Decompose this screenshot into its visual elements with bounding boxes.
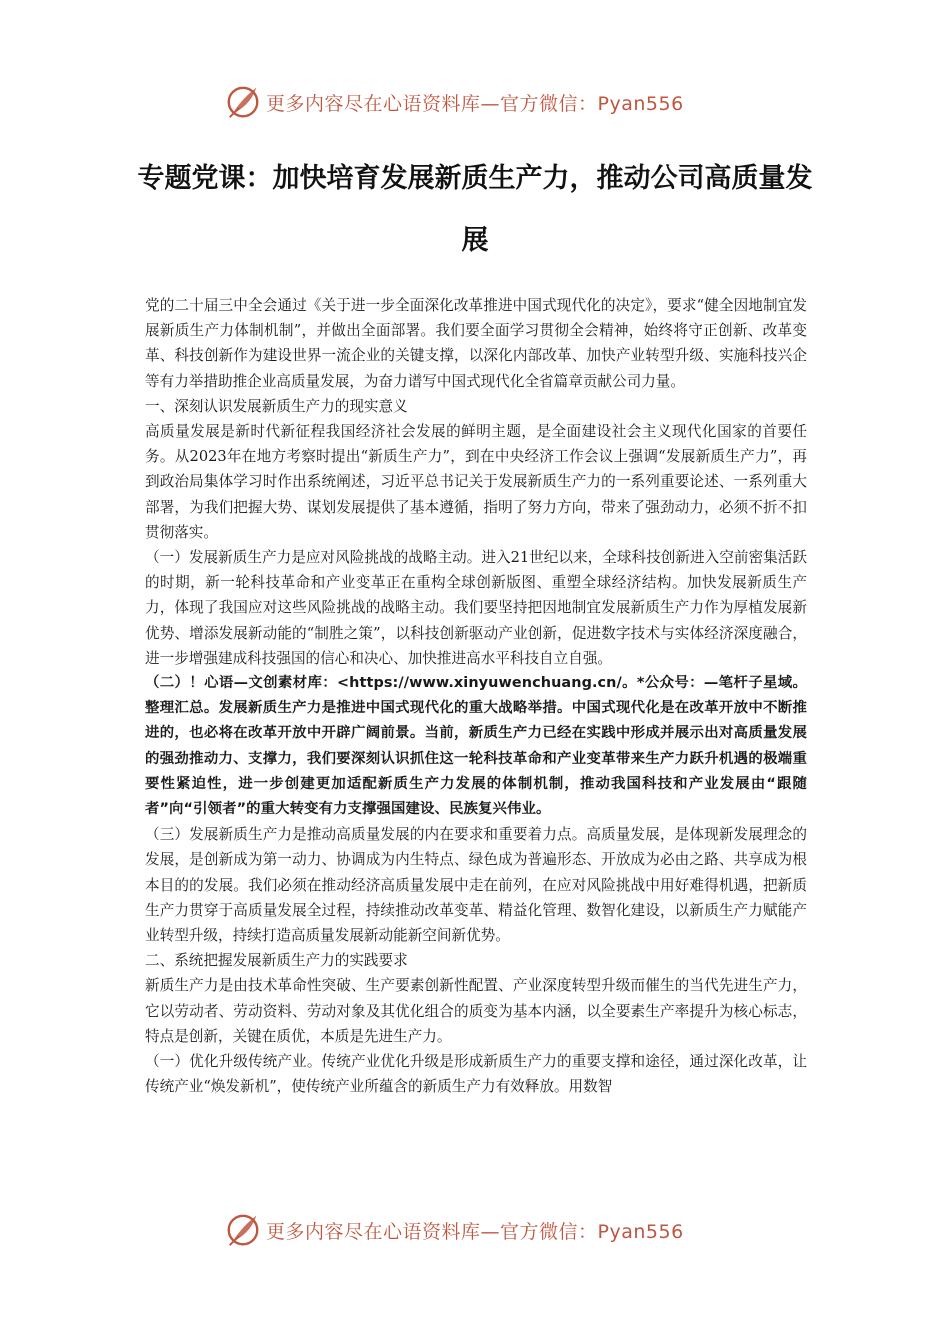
section-heading-1: 一、深刻认识发展新质生产力的现实意义	[145, 397, 408, 415]
footer-banner-text: 更多内容尽在心语资料库—官方微信：Pyan556	[266, 1220, 684, 1243]
paragraph: （一）优化升级传统产业。传统产业优化升级是形成新质生产力的重要支撑和途径，通过深化改革，让传统产业“焕发新机”，使传统产业所蕴含的新质生产力有效释放。用数智	[145, 1053, 807, 1096]
paragraph: （三）发展新质生产力是推动高质量发展的内在要求和重要着力点。高质量发展，是体现新发展理念的发展，是创新成为第一动力、协调成为内生特点、绿色成为普遍形态、开放成为必由之路、共享成为根本目的的发展。我们必须在推动经济高质量发展中走在前列，在应对风险挑战中用好难得机遇，把新质生产力贯穿于高质量发展全过程，持续推动改革变革、精益化管理、数智化建设，以新质生产力赋能产业转型升级，持续打造高质量发展新动能新空间新优势。	[145, 826, 807, 945]
paragraph: 高质量发展是新时代新征程我国经济社会发展的鲜明主题，是全面建设社会主义现代化国家的首要任务。从2023年在地方考察时提出“新质生产力”，到在中央经济工作会议上强调“发展新质生产力”，再到政治局集体学习时作出系统阐述，习近平总书记关于发展新质生产力的一系列重要论述、一系列重大部署，为我们把握大势、谋划发展提供了基本遵循，指明了努力方向，带来了强劲动力，必须不折不扣贯彻落实。	[145, 423, 807, 541]
section-heading-2: 二、系统把握发展新质生产力的实践要求	[145, 952, 408, 970]
quill-logo-icon	[224, 83, 262, 121]
intro-paragraph: 党的二十届三中全会通过《关于进一步全面深化改革推进中国式现代化的决定》，要求“健全因地制宜发展新质生产力体制机制”，并做出全面部署。我们要全面学习贯彻全会精神，始终将守正创新、改革变革、科技创新作为建设世界一流企业的关键支撑，以深化内部改革、加快产业转型升级、实施科技兴企等有力举措助推企业高质量发展，为奋力谱写中国式现代化全省篇章贡献公司力量。	[145, 297, 807, 390]
header-banner-text: 更多内容尽在心语资料库—官方微信：Pyan556	[266, 92, 684, 115]
document-body	[145, 293, 807, 1100]
bold-paragraph: （二）！心语—文创素材库：<https://www.xinyuwenchuang.cn/。*公众号：—笔杆子星域。整理汇总。发展新质生产力是推进中国式现代化的重大战略举措。中国式现代化是在改革开放中不断推进的，也必将在改革开放中开辟广阔前景。当前，新质生产力已经在实践中形成并展示出对高质量发展的强劲推动力、支撑力，我们要深刻认识抓住这一轮科技革命和产业变革带来生产力跃升机遇的极端重要性紧迫性，进一步创建更加适配新质生产力发展的体制机制，推动我国科技和产业发展由“跟随者”向“引领者”的重大转变有力支撑强国建设、民族复兴伟业。	[145, 675, 807, 818]
paragraph: 新质生产力是由技术革命性突破、生产要素创新性配置、产业深度转型升级而催生的当代先进生产力，它以劳动者、劳动资料、劳动对象及其优化组合的质变为基本内涵，以全要素生产率提升为核心标志，特点是创新，关键在质优，本质是先进生产力。	[145, 977, 807, 1045]
document-title: 专题党课：加快培育发展新质生产力，推动公司高质量发展	[137, 163, 813, 256]
quill-logo-icon	[224, 1211, 262, 1249]
paragraph: （一）发展新质生产力是应对风险挑战的战略主动。进入21世纪以来，全球科技创新进入空前密集活跃的时期，新一轮科技革命和产业变革正在重构全球创新版图、重塑全球经济结构。加快发展新质生产力，体现了我国应对这些风险挑战的战略主动。我们要坚持把因地制宜发展新质生产力作为厚植发展新优势、增添发展新动能的“制胜之策”，以科技创新驱动产业创新，促进数字技术与实体经济深度融合，进一步增强建成科技强国的信心和决心、加快推进高水平科技自立自强。	[145, 549, 807, 667]
footer-banner	[224, 1210, 744, 1250]
header-banner	[224, 82, 744, 122]
